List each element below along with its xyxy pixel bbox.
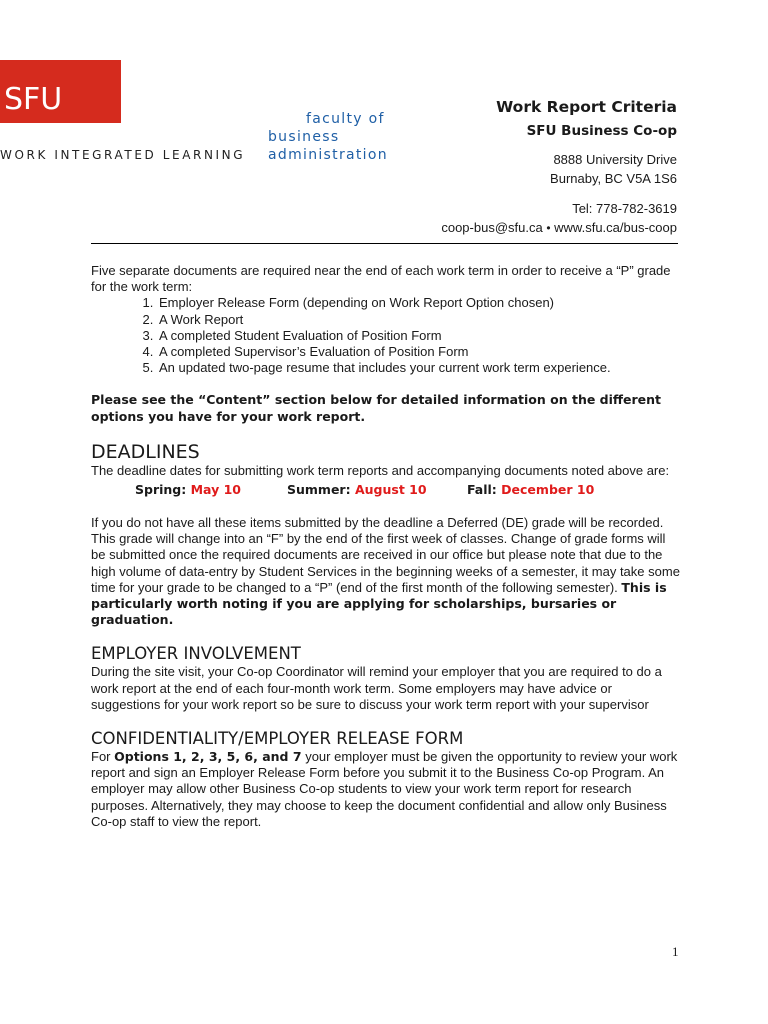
employer-heading: EMPLOYER INVOLVEMENT xyxy=(91,644,301,664)
deadline-summer xyxy=(287,481,467,499)
contact-line xyxy=(441,218,677,238)
document-subtitle: SFU Business Co-op xyxy=(526,123,677,139)
faculty-line-1: faculty of xyxy=(306,111,385,127)
faculty-name xyxy=(267,110,388,164)
confidentiality-heading: CONFIDENTIALITY/EMPLOYER RELEASE FORM xyxy=(91,729,464,749)
address-line-1: 8888 University Drive xyxy=(553,152,677,167)
deadline-spring xyxy=(135,481,287,499)
faculty-line-3: administration xyxy=(268,147,388,163)
list-item: 4. A completed Supervisor’s Evaluation of Position Form xyxy=(157,344,681,360)
intro-text: Five separate documents are required near the end of each work term in order to receive a “P” grade for the work term: xyxy=(91,263,671,295)
deferred-grade-text: If you do not have all these items submitted by the deadline a Deferred (DE) grade will be recorded. This grade will change into an “F” by the end of the first week of classes. Change of grade forms will be submitted once the required documents are received in our office but please note that due to the high volume of data-entry by Student Services in the beginning weeks of a semester, it may take some time for your grade to be changed to a “P” (end of the first month of the following semester). xyxy=(91,515,680,595)
logo-tagline: WORK INTEGRATED LEARNING xyxy=(0,148,246,162)
header-block xyxy=(441,96,677,238)
employer-text: During the site visit, your Co-op Coordinator will remind your employer that you are required to do a work report at the end of each four-month work term. Some employers may have advice or suggestions for your work report so be sure to discuss your work term report with your supervisor xyxy=(91,664,662,712)
confidentiality-paragraph xyxy=(91,749,681,830)
list-item: 5. An updated two-page resume that includes your current work term experience. xyxy=(157,360,681,376)
list-item: 2. A Work Report xyxy=(157,312,681,328)
deadline-fall xyxy=(467,481,594,499)
deadline-dates xyxy=(91,481,681,499)
page-number: 1 xyxy=(672,944,679,959)
telephone: Tel: 778-782-3619 xyxy=(572,201,677,216)
address xyxy=(441,150,677,188)
address-line-2: Burnaby, BC V5A 1S6 xyxy=(550,171,677,186)
sfu-logo-box xyxy=(0,60,121,123)
list-item: 1. Employer Release Form (depending on Work Report Option chosen) xyxy=(157,295,681,311)
confidentiality-prefix: For xyxy=(91,749,111,765)
website-link[interactable]: www.sfu.ca/bus-coop xyxy=(554,220,677,235)
deadlines-heading: DEADLINES xyxy=(91,440,200,463)
fall-label: Fall: xyxy=(467,482,497,498)
deadlines-text: The deadline dates for submitting work term reports and accompanying documents noted above are: xyxy=(91,462,670,478)
faculty-line-2: business xyxy=(268,129,340,145)
spring-label: Spring: xyxy=(135,482,187,498)
deferred-grade-paragraph xyxy=(91,515,681,628)
document-title: Work Report Criteria xyxy=(496,98,677,116)
fall-date: December 10 xyxy=(501,482,595,498)
sfu-logo-text: SFU xyxy=(4,82,63,117)
list-item: 3. A completed Student Evaluation of Position Form xyxy=(157,328,681,344)
bullet-separator: • xyxy=(546,221,551,235)
confidentiality-options: Options 1, 2, 3, 5, 6, and 7 xyxy=(114,749,302,765)
email-link[interactable]: coop-bus@sfu.ca xyxy=(441,220,543,235)
document-body xyxy=(91,263,681,830)
header-divider xyxy=(91,243,678,244)
summer-label: Summer: xyxy=(287,482,351,498)
deferred-grade-warning: This is particularly worth noting if you are applying for scholarships, bursaries or graduation. xyxy=(91,579,667,628)
required-documents-list xyxy=(91,295,681,376)
content-note: Please see the “Content” section below for detailed information on the different options you have for your work report. xyxy=(91,392,662,424)
summer-date: August 10 xyxy=(354,482,427,498)
spring-date: May 10 xyxy=(190,482,241,498)
confidentiality-text: your employer must be given the opportunity to review your work report and sign an Employer Release Form before you submit it to the Business Co-op Program. An employer may allow other Business Co-op students to view your work term report for research purposes. Alternatively, they may choose to keep the document confidential and allow only Business Co-op staff to view the report. xyxy=(91,749,678,829)
